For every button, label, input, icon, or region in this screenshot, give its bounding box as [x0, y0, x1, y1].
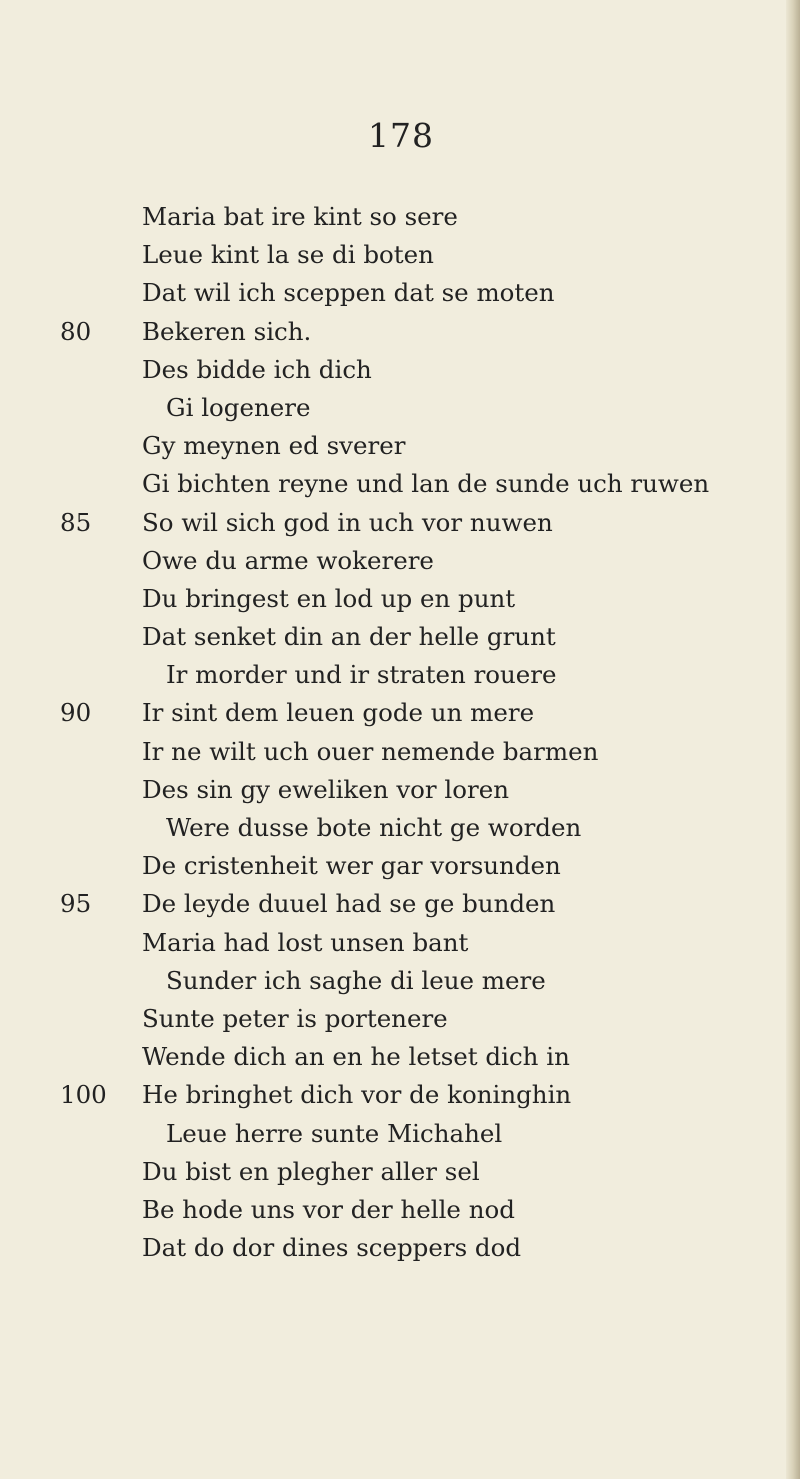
poem-line — [60, 504, 780, 542]
poem-line — [60, 733, 780, 771]
line-text: Dat do dor dines sceppers dod — [142, 1233, 522, 1263]
line-text: Ir ne wilt uch ouer nemende barmen — [142, 736, 599, 766]
line-text: Wende dich an en he letset dich in — [142, 1042, 570, 1072]
line-text: He bringhet dich vor de koninghin — [142, 1080, 572, 1110]
line-text: De leyde duuel had se ge bunden — [142, 889, 556, 919]
line-text: Maria had lost unsen bant — [142, 927, 469, 957]
poem-line — [60, 1000, 780, 1038]
poem-line — [60, 962, 780, 1000]
line-number: 85 — [60, 507, 92, 537]
poem-line — [60, 694, 780, 732]
poem-line — [60, 465, 780, 503]
line-text: Leue herre sunte Michahel — [166, 1118, 503, 1148]
line-text: Sunder ich saghe di leue mere — [166, 965, 546, 995]
line-text: Were dusse bote nicht ge worden — [166, 813, 582, 842]
poem-line — [60, 198, 780, 236]
poem-line — [60, 885, 780, 923]
poem-line — [60, 656, 780, 694]
poem-line — [60, 1229, 780, 1267]
line-number: 90 — [60, 698, 92, 728]
line-text: Ir morder und ir straten rouere — [166, 660, 557, 690]
line-text: So wil sich god in uch vor nuwen — [142, 507, 553, 537]
line-text: Des sin gy eweliken vor loren — [142, 774, 510, 804]
line-text: Gi logenere — [166, 392, 311, 422]
line-number: 95 — [60, 889, 92, 919]
line-text: Sunte peter is portenere — [142, 1003, 448, 1033]
line-text: Gi bichten reyne und lan de sunde uch ruwen — [142, 469, 710, 499]
line-text: Ir sint dem leuen gode un mere — [142, 698, 535, 728]
poem-line — [60, 274, 780, 312]
poem-line — [60, 1076, 780, 1114]
line-text: Be hode uns vor der helle nod — [142, 1194, 515, 1224]
line-text: Leue kint la se di boten — [142, 240, 434, 270]
poem-text — [60, 198, 780, 1267]
poem-line — [60, 542, 780, 580]
poem-line — [60, 618, 780, 656]
poem-line — [60, 313, 780, 351]
line-text: Du bringest en lod up en punt — [142, 583, 516, 613]
poem-line — [60, 351, 780, 389]
poem-line — [60, 771, 780, 809]
poem-line — [60, 924, 780, 962]
line-text: Maria bat ire kint so sere — [142, 202, 458, 231]
line-text: Owe du arme wokerere — [142, 545, 434, 575]
poem-line — [60, 1115, 780, 1153]
poem-line — [60, 1153, 780, 1191]
line-text: Du bist en plegher aller sel — [142, 1156, 480, 1186]
poem-line — [60, 1191, 780, 1229]
poem-line — [60, 809, 780, 847]
line-text: Dat senket din an der helle grunt — [142, 622, 556, 652]
line-number: 100 — [60, 1080, 107, 1110]
poem-line — [60, 427, 780, 465]
line-text: Bekeren sich. — [142, 316, 312, 346]
line-number: 80 — [60, 316, 92, 346]
line-text: Dat wil ich sceppen dat se moten — [142, 278, 555, 308]
poem-line — [60, 1038, 780, 1076]
page-number: 178 — [368, 116, 434, 155]
line-text: De cristenheit wer gar vorsunden — [142, 851, 561, 881]
poem-line — [60, 580, 780, 618]
line-text: Gy meynen ed sverer — [142, 431, 406, 461]
line-text: Des bidde ich dich — [142, 354, 372, 384]
page-edge — [786, 0, 800, 1479]
poem-line — [60, 236, 780, 274]
poem-line — [60, 389, 780, 427]
poem-line — [60, 847, 780, 885]
